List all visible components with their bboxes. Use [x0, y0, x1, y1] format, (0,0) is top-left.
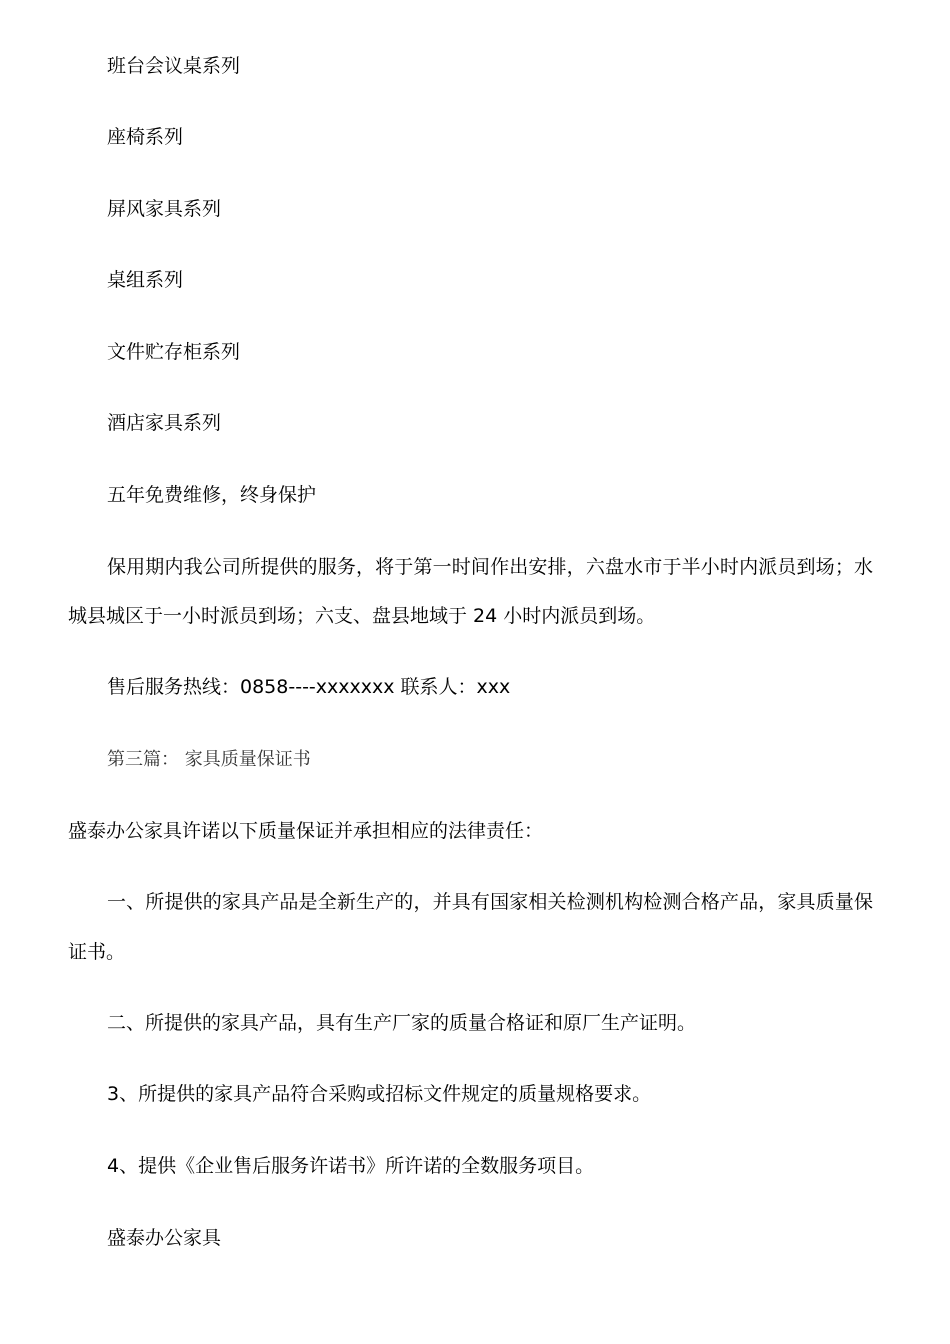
intro-paragraph: 盛泰办公家具许诺以下质量保证并承担相应的法律责任：	[68, 820, 544, 842]
product-line-item: 酒店家具系列	[107, 412, 222, 434]
warranty-headline: 五年免费维修，终身保护	[107, 484, 317, 506]
guarantee-item-line: 证书。	[68, 941, 126, 963]
product-line-item: 座椅系列	[107, 126, 184, 148]
guarantee-item: 3、所提供的家具产品符合采购或招标文件规定的质量规格要求。	[107, 1083, 652, 1105]
product-line-item: 文件贮存柜系列	[107, 341, 241, 363]
product-line-item: 班台会议桌系列	[107, 55, 241, 77]
guarantee-item: 4、提供《企业售后服务许诺书》所许诺的全数服务项目。	[107, 1155, 595, 1177]
service-paragraph-line: 城县城区于一小时派员到场；六支、盘县地域于 24 小时内派员到场。	[68, 605, 656, 627]
product-line-item: 屏风家具系列	[107, 198, 222, 220]
section-heading: 第三篇： 家具质量保证书	[107, 749, 311, 770]
product-line-item: 桌组系列	[107, 269, 184, 291]
guarantee-item: 二、所提供的家具产品，具有生产厂家的质量合格证和原厂生产证明。	[107, 1012, 697, 1034]
guarantee-item-line: 一、所提供的家具产品是全新生产的，并具有国家相关检测机构检测合格产品，家具质量保	[107, 891, 873, 913]
signature: 盛泰办公家具	[107, 1227, 222, 1249]
hotline-text: 售后服务热线：0858----xxxxxxx 联系人：xxx	[107, 676, 511, 698]
service-paragraph-line: 保用期内我公司所提供的服务，将于第一时间作出安排，六盘水市于半小时内派员到场；水	[107, 556, 873, 578]
